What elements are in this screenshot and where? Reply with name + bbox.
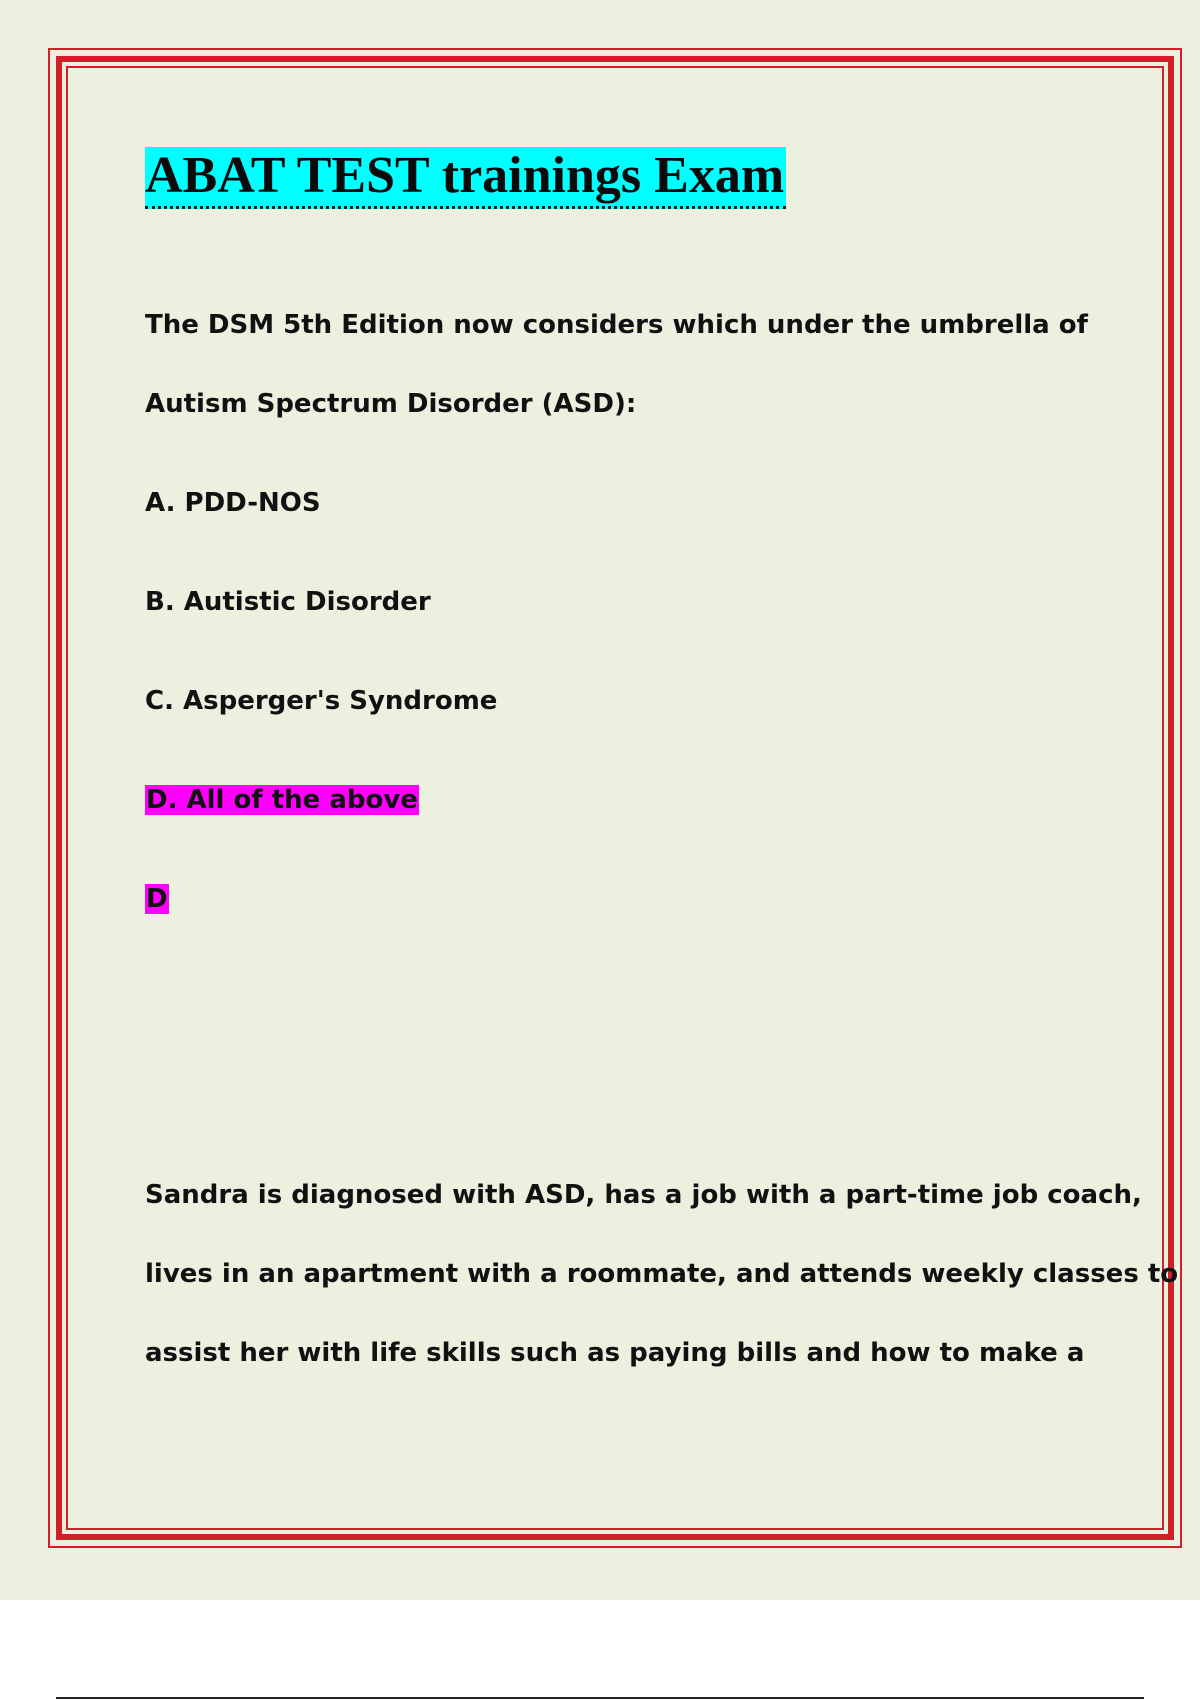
question-1-option-c: C. Asperger's Syndrome [145, 686, 498, 716]
question-1-stem-line-2: Autism Spectrum Disorder (ASD): [145, 389, 637, 419]
question-2-stem-line-1: Sandra is diagnosed with ASD, has a job with a part-time job coach, [145, 1180, 1142, 1210]
question-2-stem-line-2: lives in an apartment with a roommate, and attends weekly classes to [145, 1259, 1179, 1289]
footer-divider [56, 1697, 1144, 1699]
question-2-stem-line-3: assist her with life skills such as paying bills and how to make a [145, 1338, 1085, 1368]
correct-option-highlight: D. All of the above [146, 785, 418, 815]
document-title: ABAT TEST trainings Exam [145, 146, 786, 206]
answer-highlight: D [146, 884, 168, 914]
question-1-option-b: B. Autistic Disorder [145, 587, 431, 617]
question-1-option-d [145, 780, 419, 820]
question-1-stem-line-1: The DSM 5th Edition now considers which under the umbrella of [145, 310, 1088, 340]
question-1-answer [145, 879, 169, 919]
question-1-option-a: A. PDD-NOS [145, 488, 321, 518]
